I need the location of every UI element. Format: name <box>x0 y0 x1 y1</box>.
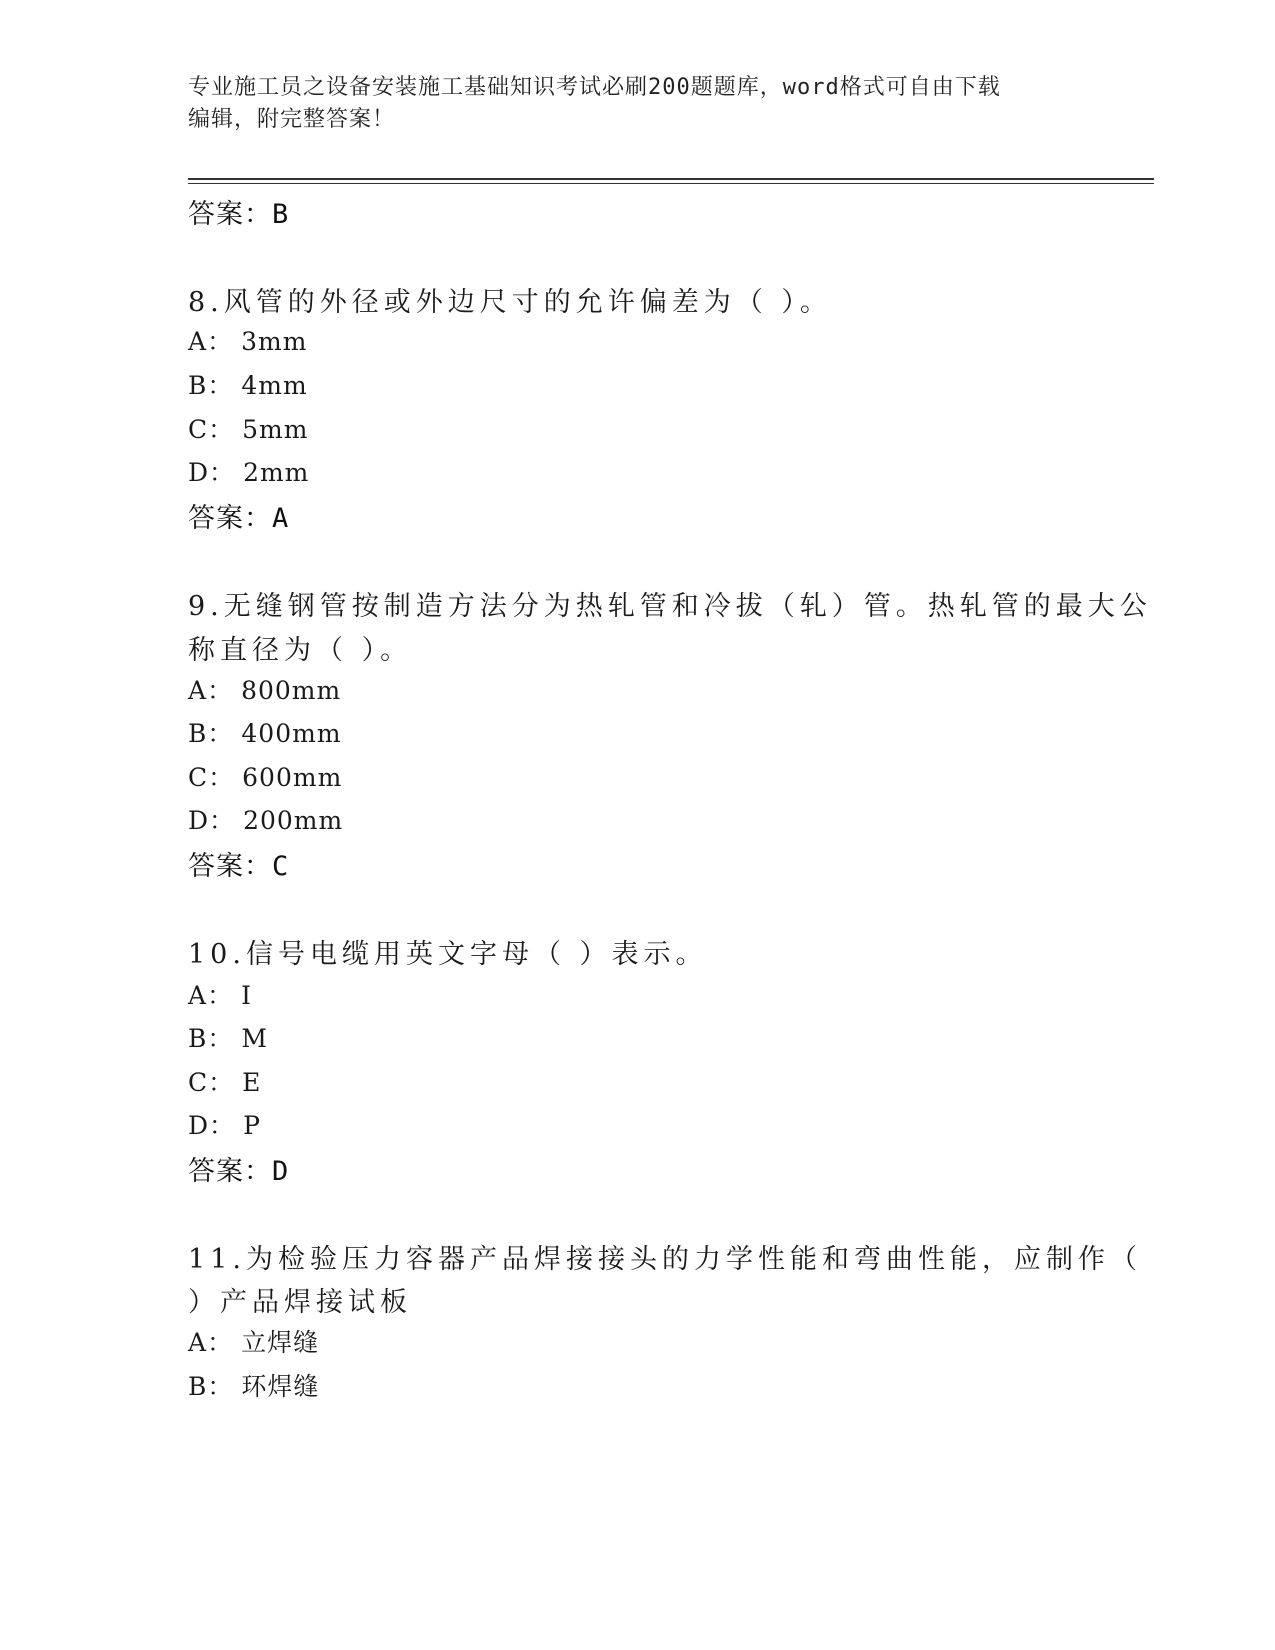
option-key: A <box>188 1328 208 1357</box>
question-10-option-d <box>188 1106 261 1142</box>
option-separator: ： <box>208 415 235 444</box>
option-value: 4mm <box>241 371 308 400</box>
option-key: C <box>188 415 209 444</box>
question-8-option-c <box>188 410 308 446</box>
option-key: B <box>188 371 208 400</box>
question-9-option-c <box>188 758 342 794</box>
question-9-text-line-2: 称直径为（ ）。 <box>188 635 413 666</box>
option-value: 环焊缝 <box>241 1372 320 1401</box>
question-10-option-c <box>188 1063 261 1099</box>
question-8-option-d <box>188 453 309 489</box>
option-value: E <box>242 1068 262 1097</box>
option-key: D <box>188 458 210 487</box>
option-value: 2mm <box>243 458 310 487</box>
option-separator: ： <box>207 1024 234 1053</box>
option-separator: ： <box>207 371 234 400</box>
option-value: 800mm <box>241 676 342 705</box>
question-10-option-b <box>188 1019 268 1055</box>
option-key: D <box>188 806 210 835</box>
question-11-text-line-1: 11.为检验压力容器产品焊接接头的力学性能和弯曲性能，应制作（ <box>188 1244 1142 1275</box>
option-separator: ： <box>207 1372 234 1401</box>
option-key: A <box>188 981 208 1010</box>
header-divider-thin <box>188 183 1154 184</box>
option-separator: ： <box>207 327 234 356</box>
document-header <box>188 72 1068 136</box>
option-key: A <box>188 676 208 705</box>
question-9-option-b <box>188 714 342 750</box>
option-value: M <box>241 1024 268 1053</box>
question-9-option-a <box>188 671 341 707</box>
option-value: 200mm <box>243 806 344 835</box>
option-key: A <box>188 327 208 356</box>
option-separator: ： <box>207 719 234 748</box>
question-9-text-line-1: 9.无缝钢管按制造方法分为热轧管和冷拔（轧）管。热轧管的最大公 <box>188 591 1152 622</box>
answer-q10: 答案：D <box>188 1156 290 1187</box>
question-11-option-b <box>188 1367 319 1403</box>
option-value: 600mm <box>242 763 343 792</box>
question-8-option-a <box>188 322 307 358</box>
option-key: B <box>188 1024 208 1053</box>
option-separator: ： <box>207 1328 234 1357</box>
option-value: P <box>243 1111 261 1140</box>
option-separator: ： <box>207 981 234 1010</box>
answer-q8: 答案：A <box>188 503 290 534</box>
header-divider-thick <box>188 178 1154 180</box>
option-key: D <box>188 1111 210 1140</box>
header-title-line-1: 专业施工员之设备安装施工基础知识考试必刷200题题库，word格式可自由下载 <box>188 75 1001 100</box>
option-separator: ： <box>208 763 235 792</box>
header-title-line-2: 编辑，附完整答案！ <box>188 107 396 132</box>
option-separator: ： <box>207 676 234 705</box>
question-8-text: 8.风管的外径或外边尺寸的允许偏差为（ ）。 <box>188 287 832 318</box>
question-11-option-a <box>188 1323 319 1359</box>
question-8-option-b <box>188 366 308 402</box>
option-value: 3mm <box>241 327 308 356</box>
option-key: B <box>188 1372 208 1401</box>
option-value: 立焊缝 <box>241 1328 320 1357</box>
answer-q9: 答案：C <box>188 851 290 882</box>
option-separator: ： <box>208 1068 235 1097</box>
option-value: 5mm <box>242 415 309 444</box>
question-11-text-line-2: ）产品焊接试板 <box>188 1287 412 1318</box>
question-9-option-d <box>188 801 343 837</box>
question-10-text: 10.信号电缆用英文字母（ ）表示。 <box>188 939 708 970</box>
option-key: C <box>188 763 209 792</box>
option-separator: ： <box>209 1111 236 1140</box>
option-value: 400mm <box>241 719 342 748</box>
option-key: C <box>188 1068 209 1097</box>
question-10-option-a <box>188 976 252 1012</box>
option-separator: ： <box>209 806 236 835</box>
option-key: B <box>188 719 208 748</box>
option-value: I <box>241 981 252 1010</box>
answer-q7: 答案：B <box>188 199 290 230</box>
option-separator: ： <box>209 458 236 487</box>
